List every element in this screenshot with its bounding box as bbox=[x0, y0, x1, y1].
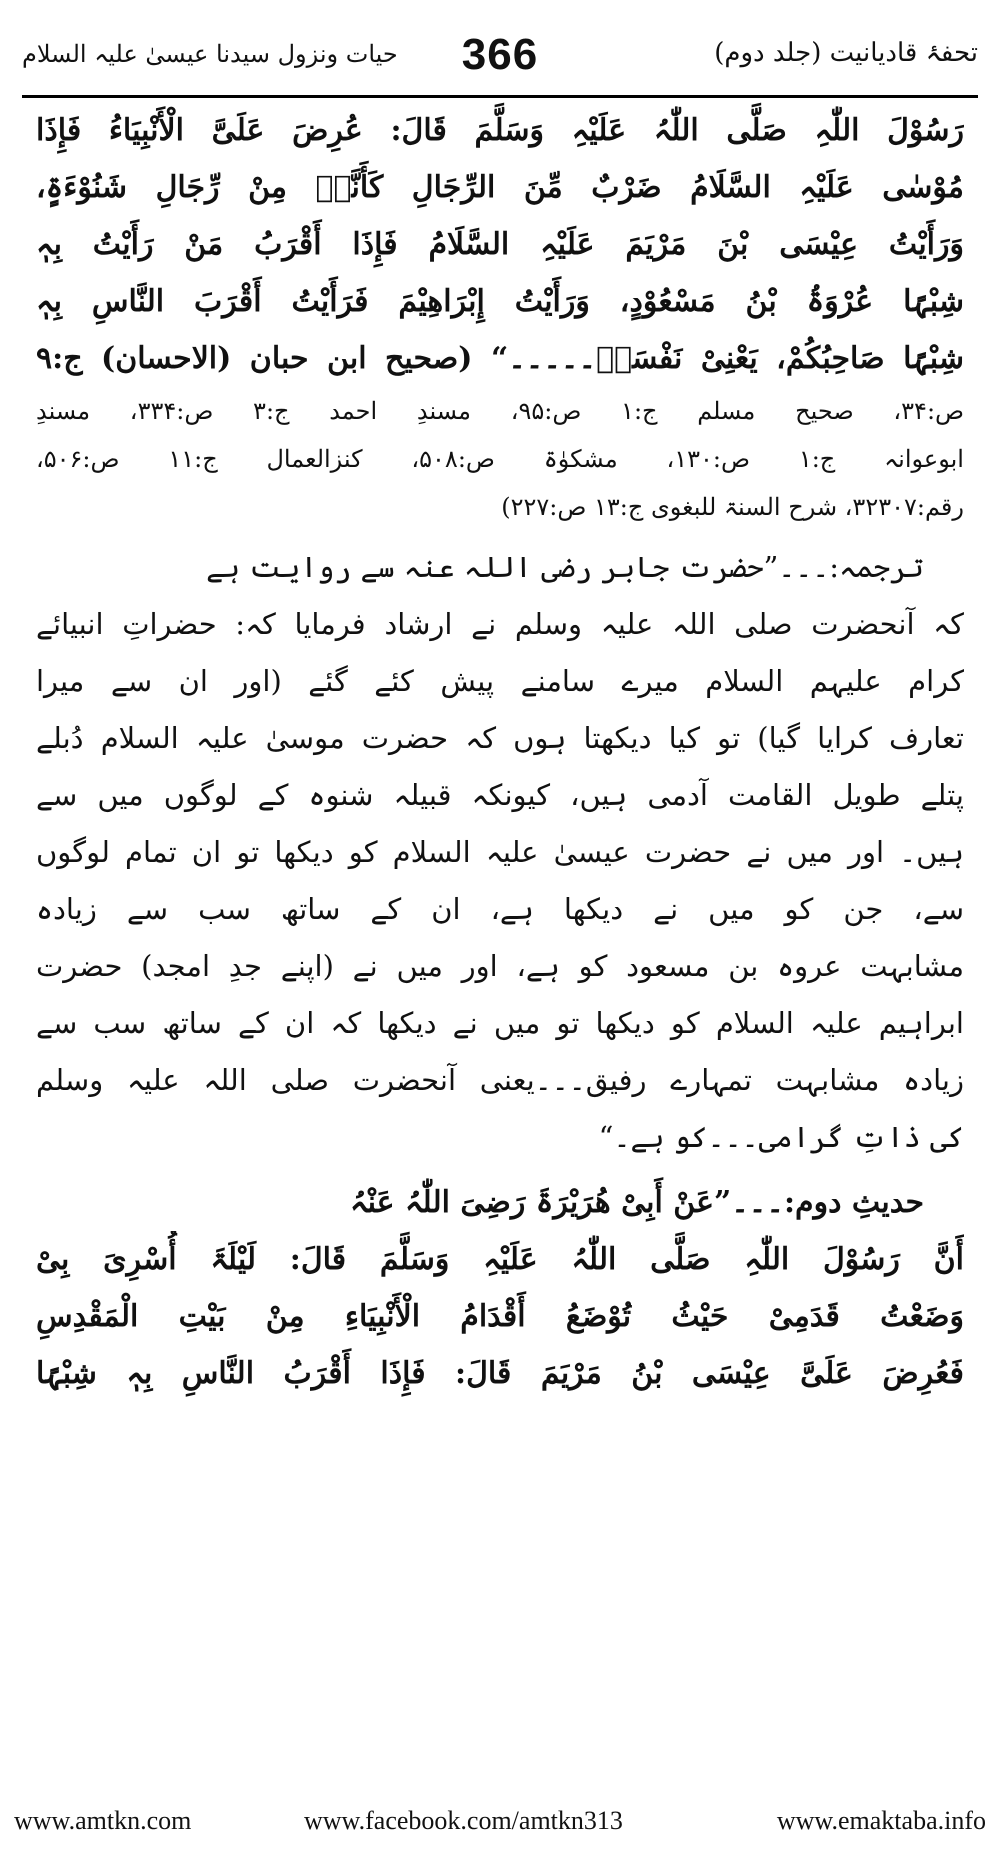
header-divider bbox=[22, 95, 978, 98]
urdu-translation-line: تعارف کرایا گیا) تو کیا دیکھتا ہوں کہ حضرت موسیٰ علیہ السلام دُبلے bbox=[36, 721, 964, 755]
arabic-hadith-line: رَسُوْلَ اللّٰہِ صَلَّی اللّٰہُ عَلَیْہِ وَسَلَّمَ قَالَ: عُرِضَ عَلَیَّ الْأَنْبِیَاءُ فَإِذَا bbox=[36, 113, 964, 148]
urdu-translation-line: پتلے طویل القامت آدمی ہیں، کیونکہ قبیلہ شنوہ کے لوگوں میں سے bbox=[36, 778, 964, 812]
arabic-hadith-line: مُوْسٰی عَلَیْہِ السَّلَامُ ضَرْبٌ مِّنَ الرِّجَالِ کَأَنَّہٗ مِنْ رِّجَالِ شَنُوْءَۃٍ، bbox=[36, 170, 964, 205]
urdu-translation-line: ابراہیم علیہ السلام کو دیکھا تو میں نے دیکھا کہ ان کے ساتھ سب سے bbox=[36, 1006, 964, 1040]
urdu-translation-line: کی ذاتِ گرامی۔۔۔کو ہے۔“ bbox=[598, 1120, 964, 1154]
arabic-hadith-line: شِبْہًا صَاحِبُکُمْ، یَعْنِیْ نَفْسَہٗ۔۔۔۔۔“ (صحیح ابن حبان (الاحسان) ج:۹ bbox=[36, 341, 964, 376]
urdu-translation-line: سے، جن کو میں نے دیکھا ہے، ان کے ساتھ سب سے زیادہ bbox=[36, 892, 964, 926]
page-body bbox=[36, 102, 964, 1402]
reference-line: رقم:۳۲۳۰۷، شرح السنۃ للبغوی ج:۱۳ ص:۲۲۷) bbox=[501, 493, 964, 521]
footer-link-facebook[interactable]: www.facebook.com/amtkn313 bbox=[304, 1806, 623, 1835]
urdu-translation-line: ہیں۔ اور میں نے حضرت عیسیٰ علیہ السلام کو دیکھا تو ان تمام لوگوں bbox=[36, 835, 964, 869]
urdu-translation-line: مشابہت عروہ بن مسعود کو ہے، اور میں نے (اپنے جدِ امجد) حضرت bbox=[36, 949, 964, 983]
urdu-translation-line: زیادہ مشابہت تمہارے رفیق۔۔۔یعنی آنحضرت صلی اللہ علیہ وسلم bbox=[36, 1063, 964, 1097]
urdu-translation-line: ترجمہ:۔۔۔”حضرت جابر رضی اللہ عنہ سے روایت ہے bbox=[206, 550, 924, 584]
paragraph-gap bbox=[36, 1166, 964, 1174]
urdu-translation-line: کہ آنحضرت صلی اللہ علیہ وسلم نے ارشاد فرمایا کہ: حضراتِ انبیائے bbox=[36, 607, 964, 641]
urdu-translation-line: کرام علیہم السلام میرے سامنے پیش کئے گئے (اور ان سے میرا bbox=[36, 664, 964, 698]
arabic-hadith-line: حدیثِ دوم:۔۔۔”عَنْ أَبِیْ ھُرَیْرَۃَ رَضِیَ اللّٰہُ عَنْہُ bbox=[349, 1185, 924, 1220]
page-number: 366 bbox=[461, 30, 539, 79]
paragraph-gap bbox=[36, 531, 964, 539]
arabic-hadith-line: وَرَأَیْتُ عِیْسَی بْنَ مَرْیَمَ عَلَیْہِ السَّلَامُ فَإِذَا أَقْرَبُ مَنْ رَأَیْتُ بِہٖ bbox=[36, 227, 964, 262]
footer-link-amtkn[interactable]: www.amtkn.com bbox=[14, 1806, 192, 1835]
footer-link-emaktaba[interactable]: www.emaktaba.info bbox=[776, 1806, 986, 1835]
book-title: تحفۂ قادیانیت (جلد دوم) bbox=[714, 38, 978, 68]
arabic-hadith-line: فَعُرِضَ عَلَیَّ عِیْسَی بْنُ مَرْیَمَ قَالَ: فَإِذَا أَقْرَبُ النَّاسِ بِہٖ شِبْہًا bbox=[36, 1356, 964, 1391]
chapter-title: حیات ونزول سیدنا عیسیٰ علیہ السلام bbox=[22, 40, 398, 68]
page-footer bbox=[14, 1806, 986, 1840]
arabic-hadith-line: وَضَعْتُ قَدَمِیْ حَیْثُ تُوْضَعُ أَقْدَامُ الْأَنْبِیَاءِ مِنْ بَیْتِ الْمَقْدِسِ bbox=[36, 1299, 964, 1334]
page-header bbox=[22, 30, 978, 86]
arabic-hadith-line: أَنَّ رَسُوْلَ اللّٰہِ صَلَّی اللّٰہُ عَلَیْہِ وَسَلَّمَ قَالَ: لَیْلَۃَ أُسْرِیَ بِیْ bbox=[36, 1242, 964, 1277]
arabic-hadith-line: شِبْہًا عُرْوَۃُ بْنُ مَسْعُوْدٍ، وَرَأَیْتُ إِبْرَاھِیْمَ فَرَأَیْتُ أَقْرَبَ النَّاسِ بِہٖ bbox=[36, 284, 964, 319]
reference-line: ابوعوانہ ج:۱ ص:۱۳۰، مشکوٰۃ ص:۵۰۸، کنزالعمال ج:۱۱ ص:۵۰۶، bbox=[36, 445, 964, 473]
reference-line: ص:۳۴، صحیح مسلم ج:۱ ص:۹۵، مسندِ احمد ج:۳ ص:۳۳۴، مسندِ bbox=[36, 397, 964, 425]
